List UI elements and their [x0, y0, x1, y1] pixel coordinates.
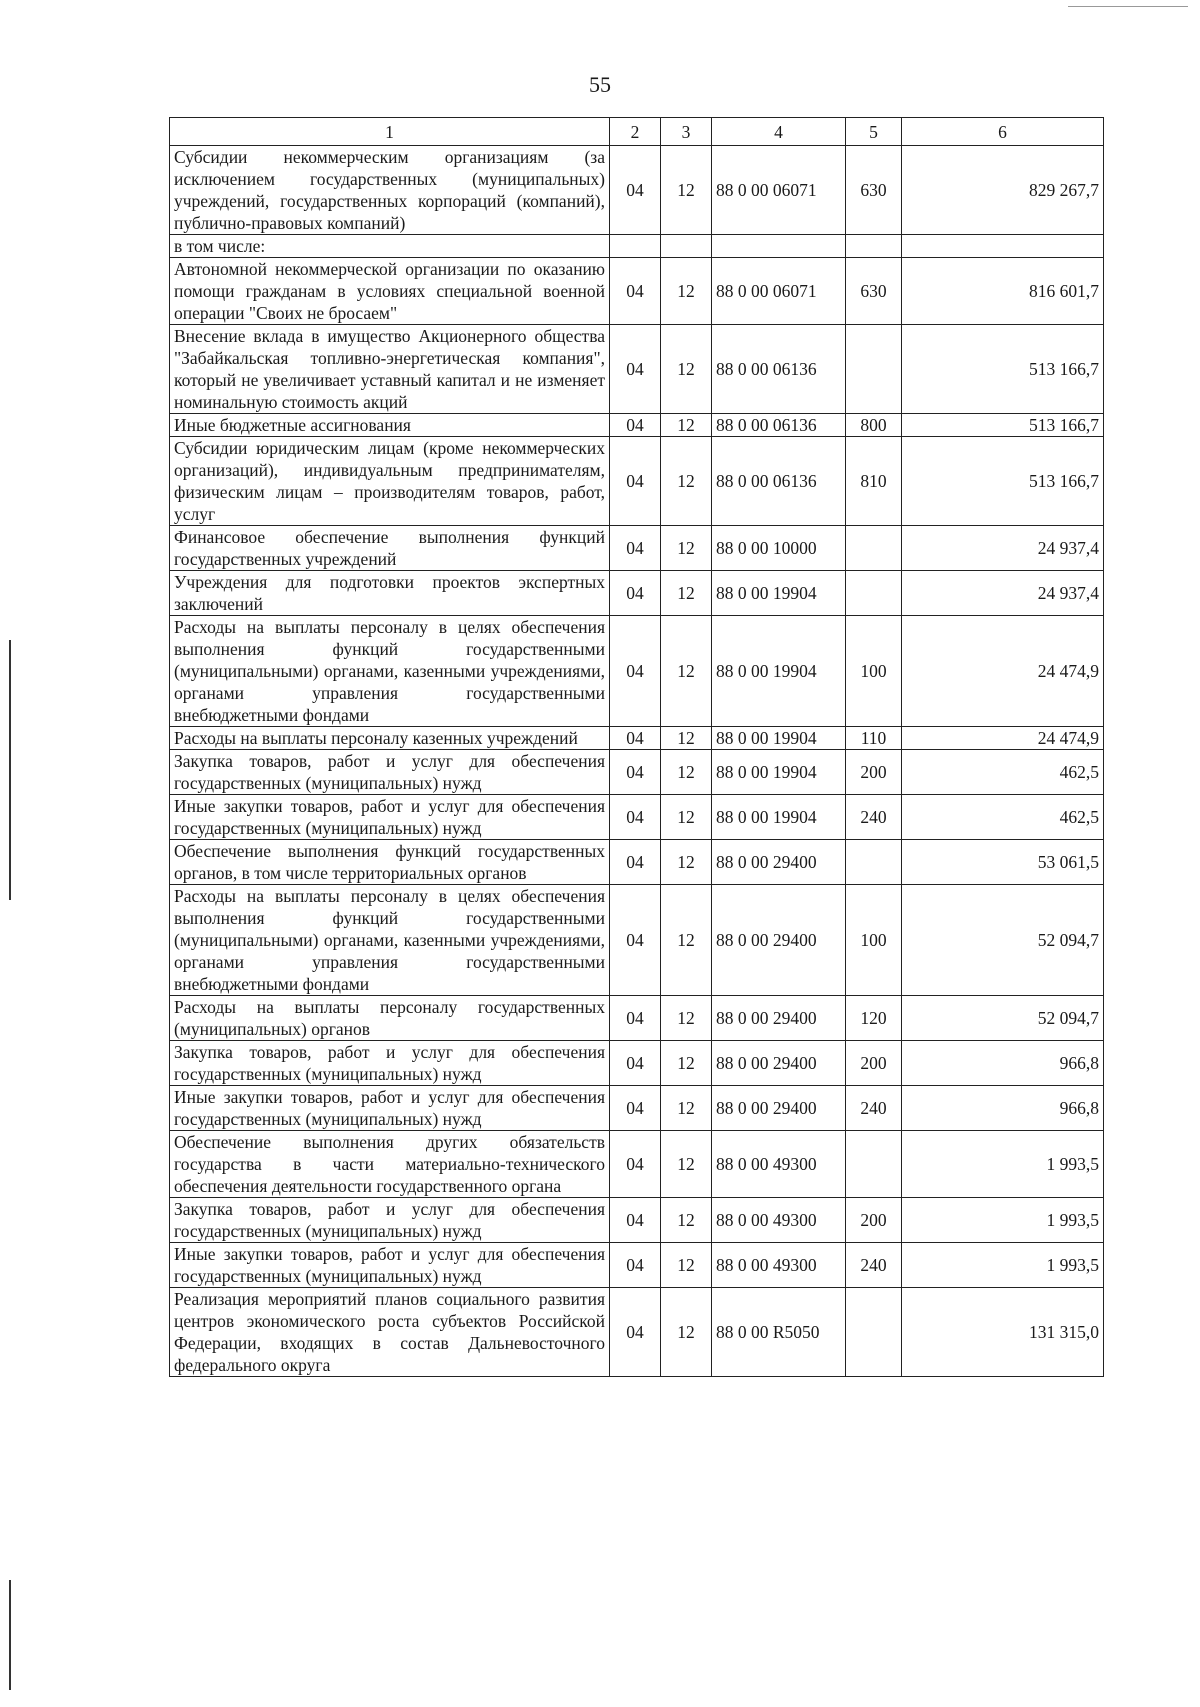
target-article-cell: 88 0 00 R5050 — [712, 1288, 846, 1377]
column-header: 4 — [712, 118, 846, 146]
expense-type-cell: 800 — [846, 414, 902, 437]
amount-cell — [902, 235, 1104, 258]
target-article-cell: 88 0 00 19904 — [712, 795, 846, 840]
target-article-cell: 88 0 00 29400 — [712, 1041, 846, 1086]
podrazdel-cell: 12 — [661, 526, 712, 571]
podrazdel-cell: 12 — [661, 1131, 712, 1198]
row-name-cell: Учреждения для подготовки проектов экспертных заключений — [170, 571, 610, 616]
amount-cell: 131 315,0 — [902, 1288, 1104, 1377]
target-article-cell: 88 0 00 06071 — [712, 258, 846, 325]
target-article-cell: 88 0 00 29400 — [712, 885, 846, 996]
row-name-cell: Расходы на выплаты персоналу в целях обеспечения выполнения функций государственными (муниципальными) органами, казенными учреждениями, органами управления государственными внебюджетными фондами — [170, 616, 610, 727]
table-row — [170, 526, 1104, 571]
table-row — [170, 1288, 1104, 1377]
razdel-cell: 04 — [610, 146, 661, 235]
podrazdel-cell: 12 — [661, 146, 712, 235]
amount-cell: 462,5 — [902, 750, 1104, 795]
expense-type-cell: 240 — [846, 1086, 902, 1131]
column-header: 5 — [846, 118, 902, 146]
razdel-cell: 04 — [610, 1131, 661, 1198]
page-number: 55 — [589, 72, 611, 97]
razdel-cell: 04 — [610, 750, 661, 795]
razdel-cell: 04 — [610, 1041, 661, 1086]
scan-artifact-line — [9, 1580, 11, 1690]
amount-cell: 462,5 — [902, 795, 1104, 840]
scan-artifact-line — [9, 640, 11, 900]
table-row — [170, 571, 1104, 616]
razdel-cell: 04 — [610, 1198, 661, 1243]
podrazdel-cell: 12 — [661, 325, 712, 414]
amount-cell: 513 166,7 — [902, 437, 1104, 526]
target-article-cell: 88 0 00 06136 — [712, 437, 846, 526]
amount-cell: 24 937,4 — [902, 571, 1104, 616]
expense-type-cell: 120 — [846, 996, 902, 1041]
expense-type-cell — [846, 1288, 902, 1377]
razdel-cell: 04 — [610, 526, 661, 571]
podrazdel-cell: 12 — [661, 616, 712, 727]
row-name-cell: в том числе: — [170, 235, 610, 258]
razdel-cell: 04 — [610, 727, 661, 750]
table-row — [170, 437, 1104, 526]
target-article-cell: 88 0 00 19904 — [712, 750, 846, 795]
expense-type-cell: 240 — [846, 795, 902, 840]
podrazdel-cell: 12 — [661, 727, 712, 750]
podrazdel-cell: 12 — [661, 258, 712, 325]
row-name-cell: Автономной некоммерческой организации по оказанию помощи гражданам в условиях специальной военной операции "Своих не бросаем" — [170, 258, 610, 325]
table-row — [170, 1131, 1104, 1198]
table-row — [170, 1086, 1104, 1131]
expense-type-cell — [846, 325, 902, 414]
row-name-cell: Субсидии некоммерческим организациям (за исключением государственных (муниципальных) учреждений, государственных корпораций (компаний), публично-правовых компаний) — [170, 146, 610, 235]
razdel-cell: 04 — [610, 325, 661, 414]
table-row — [170, 414, 1104, 437]
row-name-cell: Иные бюджетные ассигнования — [170, 414, 610, 437]
razdel-cell: 04 — [610, 571, 661, 616]
target-article-cell: 88 0 00 49300 — [712, 1198, 846, 1243]
podrazdel-cell: 12 — [661, 840, 712, 885]
expense-type-cell — [846, 571, 902, 616]
amount-cell: 52 094,7 — [902, 885, 1104, 996]
amount-cell: 1 993,5 — [902, 1198, 1104, 1243]
column-header: 3 — [661, 118, 712, 146]
column-header: 6 — [902, 118, 1104, 146]
target-article-cell: 88 0 00 19904 — [712, 616, 846, 727]
target-article-cell: 88 0 00 49300 — [712, 1243, 846, 1288]
table-header-row — [170, 118, 1104, 146]
razdel-cell: 04 — [610, 1243, 661, 1288]
podrazdel-cell: 12 — [661, 750, 712, 795]
target-article-cell: 88 0 00 49300 — [712, 1131, 846, 1198]
razdel-cell: 04 — [610, 840, 661, 885]
table-row — [170, 325, 1104, 414]
expense-type-cell: 100 — [846, 885, 902, 996]
column-header: 2 — [610, 118, 661, 146]
row-name-cell: Реализация мероприятий планов социального развития центров экономического роста субъектов Российской Федерации, входящих в состав Дальневосточного федерального округа — [170, 1288, 610, 1377]
podrazdel-cell: 12 — [661, 1041, 712, 1086]
target-article-cell: 88 0 00 29400 — [712, 840, 846, 885]
amount-cell: 1 993,5 — [902, 1243, 1104, 1288]
razdel-cell: 04 — [610, 885, 661, 996]
expense-type-cell — [846, 840, 902, 885]
table-row — [170, 1198, 1104, 1243]
table-row — [170, 258, 1104, 325]
amount-cell: 52 094,7 — [902, 996, 1104, 1041]
amount-cell: 53 061,5 — [902, 840, 1104, 885]
amount-cell: 513 166,7 — [902, 414, 1104, 437]
amount-cell: 816 601,7 — [902, 258, 1104, 325]
row-name-cell: Субсидии юридическим лицам (кроме некоммерческих организаций), индивидуальным предпринимателям, физическим лицам – производителям товаров, работ, услуг — [170, 437, 610, 526]
scan-artifact-line — [1068, 6, 1188, 7]
target-article-cell: 88 0 00 06071 — [712, 146, 846, 235]
table-row — [170, 795, 1104, 840]
razdel-cell: 04 — [610, 616, 661, 727]
table-row — [170, 996, 1104, 1041]
row-name-cell: Финансовое обеспечение выполнения функций государственных учреждений — [170, 526, 610, 571]
expense-type-cell: 200 — [846, 750, 902, 795]
table-row — [170, 1243, 1104, 1288]
expense-type-cell: 200 — [846, 1198, 902, 1243]
row-name-cell: Расходы на выплаты персоналу казенных учреждений — [170, 727, 610, 750]
table-row — [170, 750, 1104, 795]
expense-type-cell — [846, 235, 902, 258]
podrazdel-cell: 12 — [661, 1198, 712, 1243]
amount-cell: 966,8 — [902, 1086, 1104, 1131]
podrazdel-cell — [661, 235, 712, 258]
expense-type-cell: 810 — [846, 437, 902, 526]
razdel-cell — [610, 235, 661, 258]
expense-type-cell — [846, 526, 902, 571]
row-name-cell: Закупка товаров, работ и услуг для обеспечения государственных (муниципальных) нужд — [170, 1198, 610, 1243]
target-article-cell: 88 0 00 29400 — [712, 1086, 846, 1131]
expense-type-cell: 200 — [846, 1041, 902, 1086]
podrazdel-cell: 12 — [661, 571, 712, 616]
column-header: 1 — [170, 118, 610, 146]
amount-cell: 829 267,7 — [902, 146, 1104, 235]
target-article-cell: 88 0 00 19904 — [712, 727, 846, 750]
expense-type-cell: 630 — [846, 258, 902, 325]
table-row — [170, 235, 1104, 258]
razdel-cell: 04 — [610, 1086, 661, 1131]
row-name-cell: Закупка товаров, работ и услуг для обеспечения государственных (муниципальных) нужд — [170, 750, 610, 795]
expense-type-cell: 100 — [846, 616, 902, 727]
target-article-cell: 88 0 00 10000 — [712, 526, 846, 571]
amount-cell: 24 474,9 — [902, 616, 1104, 727]
razdel-cell: 04 — [610, 414, 661, 437]
podrazdel-cell: 12 — [661, 414, 712, 437]
razdel-cell: 04 — [610, 437, 661, 526]
row-name-cell: Расходы на выплаты персоналу государственных (муниципальных) органов — [170, 996, 610, 1041]
table-row — [170, 1041, 1104, 1086]
row-name-cell: Закупка товаров, работ и услуг для обеспечения государственных (муниципальных) нужд — [170, 1041, 610, 1086]
podrazdel-cell: 12 — [661, 795, 712, 840]
row-name-cell: Иные закупки товаров, работ и услуг для обеспечения государственных (муниципальных) нужд — [170, 1086, 610, 1131]
expense-type-cell: 240 — [846, 1243, 902, 1288]
table-row — [170, 840, 1104, 885]
row-name-cell: Обеспечение выполнения функций государственных органов, в том числе территориальных органов — [170, 840, 610, 885]
expense-type-cell — [846, 1131, 902, 1198]
target-article-cell: 88 0 00 19904 — [712, 571, 846, 616]
row-name-cell: Внесение вклада в имущество Акционерного общества "Забайкальская топливно-энергетическая компания", который не увеличивает уставный капитал и не изменяет номинальную стоимость акций — [170, 325, 610, 414]
amount-cell: 24 937,4 — [902, 526, 1104, 571]
target-article-cell — [712, 235, 846, 258]
amount-cell: 966,8 — [902, 1041, 1104, 1086]
razdel-cell: 04 — [610, 258, 661, 325]
amount-cell: 24 474,9 — [902, 727, 1104, 750]
podrazdel-cell: 12 — [661, 1288, 712, 1377]
podrazdel-cell: 12 — [661, 996, 712, 1041]
amount-cell: 513 166,7 — [902, 325, 1104, 414]
podrazdel-cell: 12 — [661, 437, 712, 526]
razdel-cell: 04 — [610, 795, 661, 840]
target-article-cell: 88 0 00 29400 — [712, 996, 846, 1041]
razdel-cell: 04 — [610, 1288, 661, 1377]
podrazdel-cell: 12 — [661, 1086, 712, 1131]
target-article-cell: 88 0 00 06136 — [712, 325, 846, 414]
expense-type-cell: 110 — [846, 727, 902, 750]
row-name-cell: Расходы на выплаты персоналу в целях обеспечения выполнения функций государственными (муниципальными) органами, казенными учреждениями, органами управления государственными внебюджетными фондами — [170, 885, 610, 996]
row-name-cell: Иные закупки товаров, работ и услуг для обеспечения государственных (муниципальных) нужд — [170, 795, 610, 840]
budget-table — [169, 117, 1104, 1377]
razdel-cell: 04 — [610, 996, 661, 1041]
target-article-cell: 88 0 00 06136 — [712, 414, 846, 437]
table-row — [170, 616, 1104, 727]
row-name-cell: Обеспечение выполнения других обязательств государства в части материально-технического обеспечения деятельности государственного органа — [170, 1131, 610, 1198]
podrazdel-cell: 12 — [661, 1243, 712, 1288]
table-row — [170, 727, 1104, 750]
row-name-cell: Иные закупки товаров, работ и услуг для обеспечения государственных (муниципальных) нужд — [170, 1243, 610, 1288]
amount-cell: 1 993,5 — [902, 1131, 1104, 1198]
podrazdel-cell: 12 — [661, 885, 712, 996]
table-row — [170, 885, 1104, 996]
table-row — [170, 146, 1104, 235]
expense-type-cell: 630 — [846, 146, 902, 235]
